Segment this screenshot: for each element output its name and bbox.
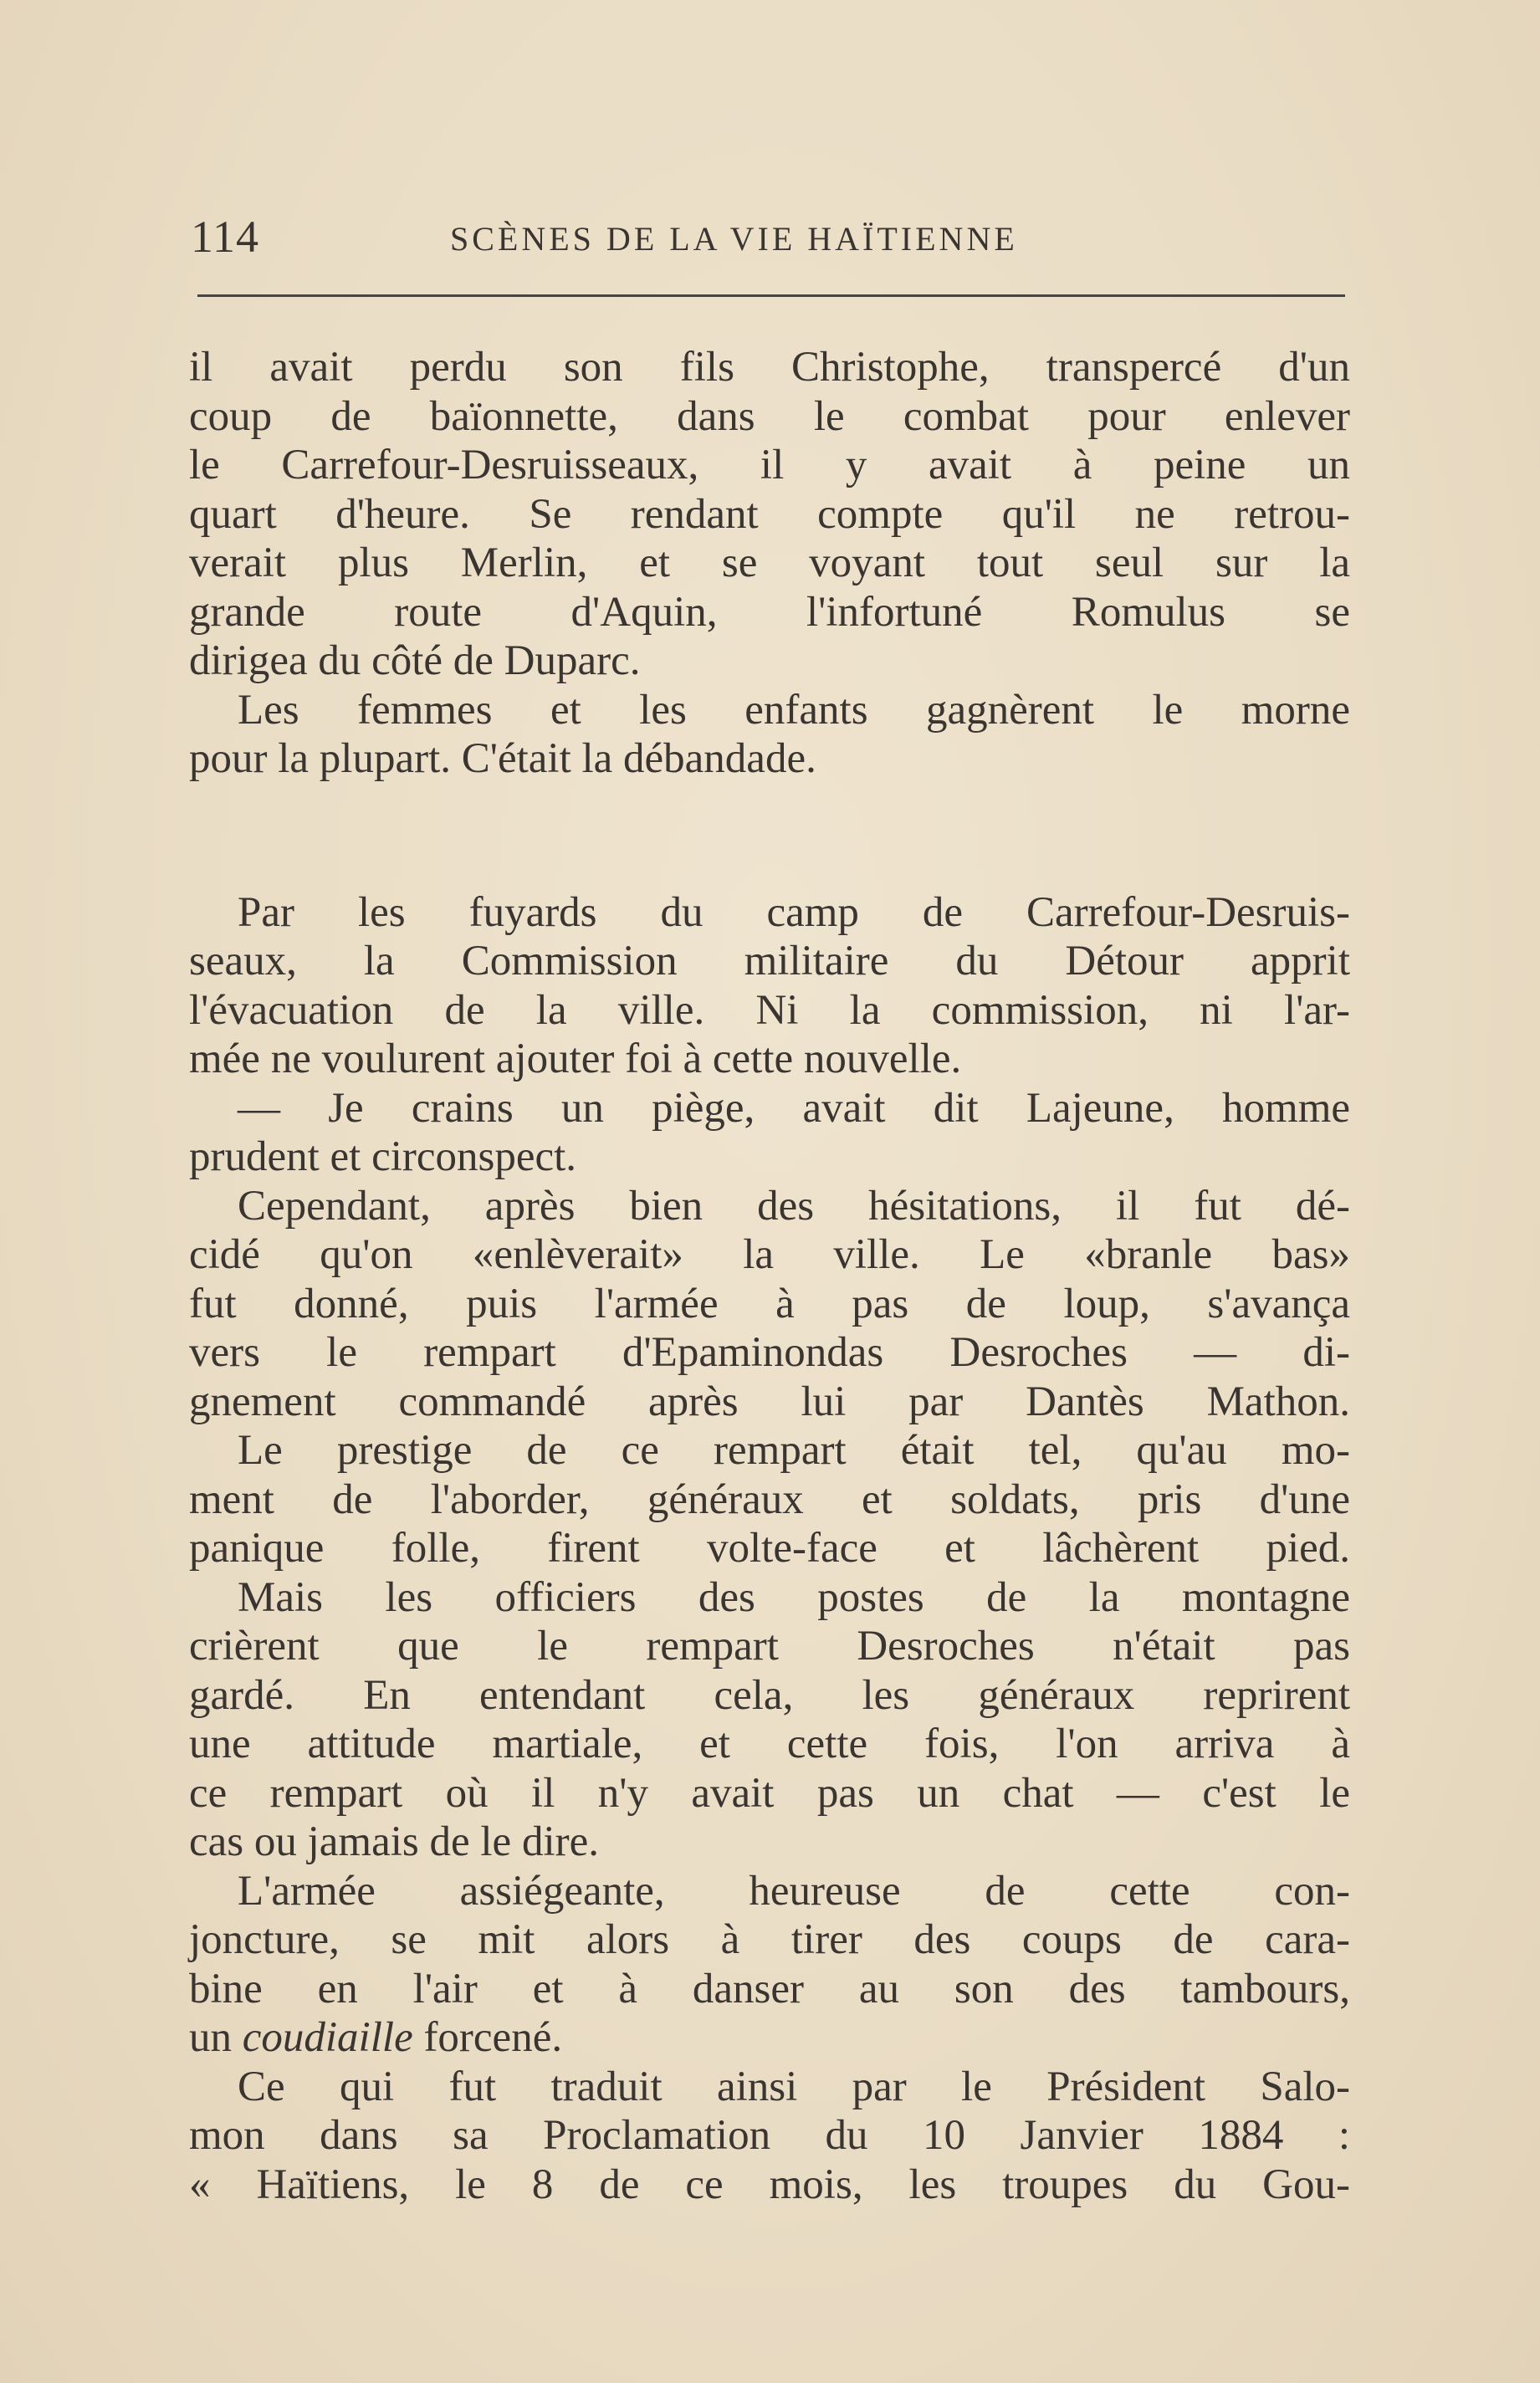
text-line: une attitude martiale, et cette fois, l'on arriva à bbox=[189, 1721, 1350, 1767]
section-break bbox=[189, 784, 1350, 888]
text-line: L'armée assiégeante, heureuse de cette con- bbox=[238, 1867, 1350, 1915]
text-line: vers le rempart d'Epaminondas Desroches — di- bbox=[189, 1329, 1350, 1376]
text-line: quart d'heure. Se rendant compte qu'il ne retrou- bbox=[189, 490, 1350, 538]
paragraph-7 bbox=[189, 1573, 1350, 1867]
text-run: forcené. bbox=[412, 2014, 563, 2061]
text-line: grande route d'Aquin, l'infortuné Romulus se bbox=[189, 588, 1350, 636]
paragraph-6 bbox=[189, 1426, 1350, 1573]
text-line: gnement commandé après lui par Dantès Mathon. bbox=[189, 1378, 1350, 1425]
text-line: Les femmes et les enfants gagnèrent le morne bbox=[238, 686, 1350, 734]
text-line: « Haïtiens, le 8 de ce mois, les troupes du Gou- bbox=[189, 2161, 1350, 2208]
text-line: bine en l'air et à danser au son des tambours, bbox=[189, 1965, 1350, 2012]
text-line bbox=[189, 2013, 1350, 2063]
body-text bbox=[189, 343, 1350, 2209]
text-run: un bbox=[189, 2014, 243, 2061]
text-line: cidé qu'on «enlèverait» la ville. Le «branle bas» bbox=[189, 1231, 1350, 1278]
text-line: Ce qui fut traduit ainsi par le Président Salo- bbox=[238, 2063, 1350, 2110]
text-line: gardé. En entendant cela, les généraux reprirent bbox=[189, 1671, 1350, 1719]
text-line: mon dans sa Proclamation du 10 Janvier 1884 : bbox=[189, 2112, 1350, 2159]
header-rule bbox=[197, 294, 1345, 297]
running-title: SCÈNES DE LA VIE HAÏTIENNE bbox=[450, 220, 1018, 258]
paragraph-9 bbox=[189, 2063, 1350, 2210]
text-line: le Carrefour-Desruisseaux, il y avait à peine un bbox=[189, 442, 1350, 488]
paragraph-1 bbox=[189, 343, 1350, 686]
text-line: pour la plupart. C'était la débandade. bbox=[189, 735, 816, 782]
text-line: il avait perdu son fils Christophe, transpercé d'un bbox=[189, 344, 1350, 391]
text-line: Cependant, après bien des hésitations, il fut dé- bbox=[238, 1182, 1350, 1230]
text-line: mée ne voulurent ajouter foi à cette nouvelle. bbox=[189, 1036, 962, 1082]
text-line: Par les fuyards du camp de Carrefour-Desruis- bbox=[238, 888, 1350, 936]
paragraph-4 bbox=[189, 1084, 1350, 1182]
paragraph-2 bbox=[189, 686, 1350, 784]
text-line: prudent et circonspect. bbox=[189, 1133, 577, 1180]
text-line: joncture, se mit alors à tirer des coups de cara- bbox=[189, 1916, 1350, 1963]
text-line: verait plus Merlin, et se voyant tout seul sur la bbox=[189, 539, 1350, 586]
running-head bbox=[191, 211, 1345, 269]
text-line: dirigea du côté de Duparc. bbox=[189, 637, 641, 684]
paragraph-5 bbox=[189, 1182, 1350, 1427]
italic-word: coudiaille bbox=[242, 2014, 413, 2061]
text-line: ment de l'aborder, généraux et soldats, pris d'une bbox=[189, 1475, 1350, 1523]
text-line: cas ou jamais de le dire. bbox=[189, 1818, 599, 1865]
text-line: l'évacuation de la ville. Ni la commission, ni l'ar- bbox=[189, 986, 1350, 1034]
text-line: coup de baïonnette, dans le combat pour enlever bbox=[189, 392, 1350, 440]
paragraph-3 bbox=[189, 888, 1350, 1084]
paragraph-8 bbox=[189, 1867, 1350, 2063]
text-line: Le prestige de ce rempart était tel, qu'au mo- bbox=[238, 1427, 1350, 1474]
text-line: ce rempart où il n'y avait pas un chat — c'est le bbox=[189, 1769, 1350, 1817]
text-line: fut donné, puis l'armée à pas de loup, s'avança bbox=[189, 1280, 1350, 1327]
text-line: panique folle, firent volte-face et lâchèrent pied. bbox=[189, 1525, 1350, 1572]
text-line: — Je crains un piège, avait dit Lajeune, homme bbox=[238, 1084, 1350, 1132]
text-line: Mais les officiers des postes de la montagne bbox=[238, 1573, 1350, 1621]
page-number: 114 bbox=[191, 212, 259, 262]
text-line: crièrent que le rempart Desroches n'était pas bbox=[189, 1623, 1350, 1670]
text-line: seaux, la Commission militaire du Détour apprit bbox=[189, 938, 1350, 984]
